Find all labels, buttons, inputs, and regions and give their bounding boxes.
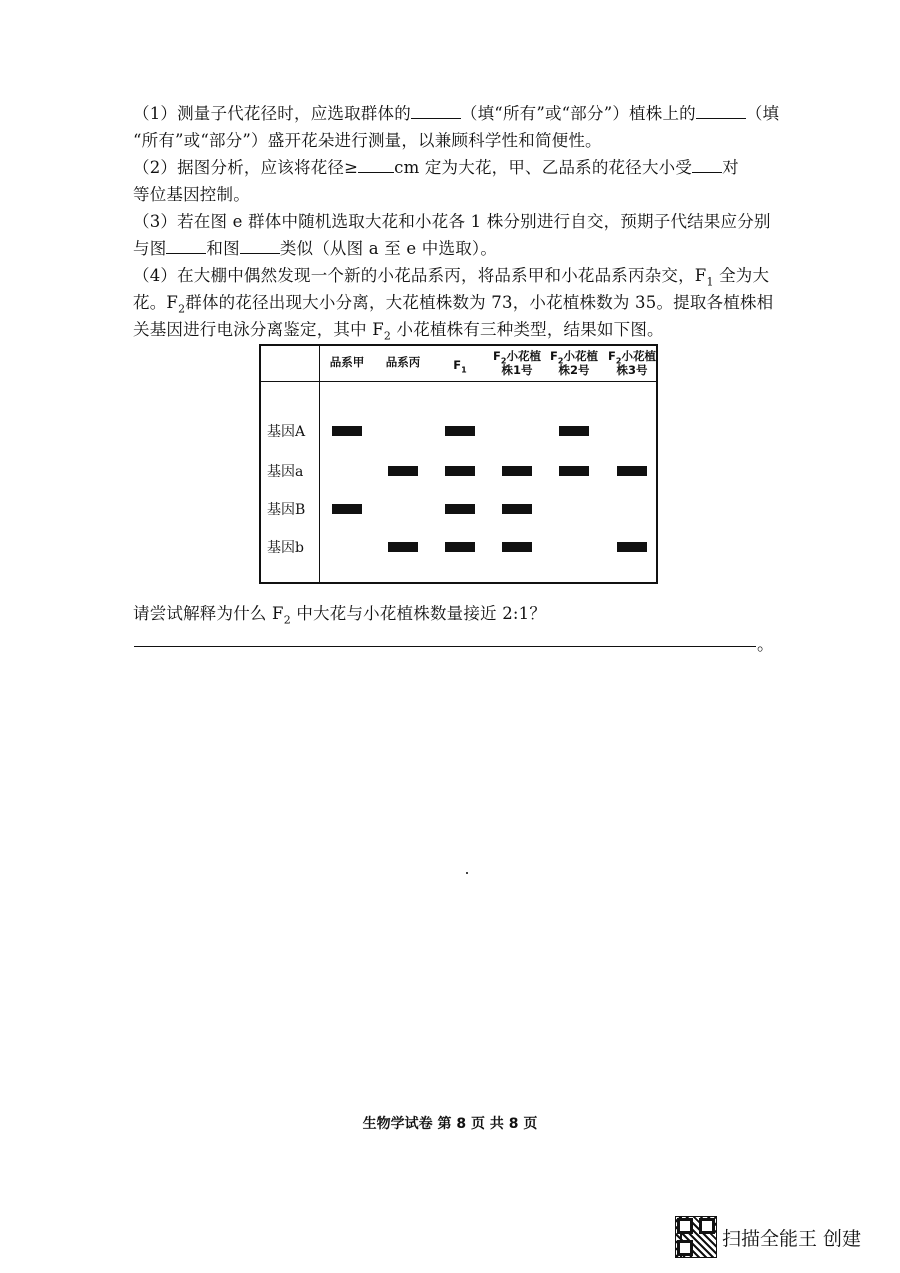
gel-column-header: $F_2$小花植 株1号: [493, 349, 541, 377]
page-footer: 生物学试卷 第 8 页 共 8 页: [362, 1116, 538, 1132]
gel-band: [559, 426, 589, 436]
q3-blank-2[interactable]: [240, 235, 280, 254]
q3-text-c: 类似（从图 a 至 e 中选取）。: [279, 239, 498, 258]
q2-blank-1[interactable]: [358, 154, 394, 173]
gel-band: [445, 542, 475, 552]
q1-blank-2[interactable]: [696, 100, 746, 119]
gel-column-header: $F_2$小花植 株2号: [550, 349, 598, 377]
gel-band: [502, 466, 532, 476]
gel-band: [617, 466, 647, 476]
q1-text-line2: “所有”或“部分”）盛开花朵进行测量，以兼顾科学性和简便性。: [133, 131, 602, 150]
q1-text-c: （填: [745, 104, 780, 123]
answer-line[interactable]: [134, 646, 756, 647]
answer-period: 。: [757, 635, 774, 655]
gel-band: [388, 542, 418, 552]
q2-text-a: （2）据图分析，应该将花径≥: [133, 158, 359, 177]
scanner-watermark: 扫描全能王 创建: [722, 1228, 862, 1250]
gel-band: [617, 542, 647, 552]
prompt-sub: 2: [283, 613, 291, 627]
question-2: [133, 154, 793, 208]
explanation-prompt: [133, 600, 793, 627]
q4-text-1a: （4）在大棚中偶然发现一个新的小花品系丙，将品系甲和小花品系丙杂交，F: [133, 266, 707, 285]
q4-sub-3: 2: [383, 329, 392, 343]
gel-band: [445, 504, 475, 514]
q4-text-3b: 小花植株有三种类型，结果如下图。: [391, 320, 664, 339]
gel-band: [445, 426, 475, 436]
q4-text-2b: 群体的花径出现大小分离，大花植株数为 73，小花植株数为 35。提取各植株相: [185, 293, 774, 312]
q3-text-a: 与图: [133, 239, 167, 258]
qr-code-icon: [675, 1216, 717, 1258]
q3-text-b: 和图: [206, 239, 240, 258]
prompt-text-b: 中大花与小花植株数量接近 2:1？: [290, 604, 547, 623]
gel-band: [388, 466, 418, 476]
q3-blank-1[interactable]: [166, 235, 206, 254]
gel-row-label: 基因B: [267, 502, 306, 518]
question-3: [133, 208, 793, 262]
gel-row-label: 基因a: [267, 464, 304, 480]
q1-blank-1[interactable]: [411, 100, 461, 119]
gel-band: [502, 542, 532, 552]
gel-horizontal-divider: [261, 381, 656, 382]
prompt-text-a: 请尝试解释为什么 F: [133, 604, 284, 623]
q3-text-line1: （3）若在图 e 群体中随机选取大花和小花各 1 株分别进行自交，预期子代结果应分别: [133, 212, 771, 231]
gel-band: [332, 504, 362, 514]
scan-speck: [466, 872, 468, 874]
gel-band: [332, 426, 362, 436]
gel-column-header: $F_2$小花植 株3号: [608, 349, 656, 377]
q4-sub-1: 1: [706, 275, 714, 289]
gel-column-header: $F_1$: [453, 358, 467, 375]
q2-text-line2: 等位基因控制。: [133, 185, 250, 204]
q1-text-b: （填“所有”或“部分”）植株上的: [460, 104, 696, 123]
gel-column-header: 品系甲: [329, 355, 365, 369]
gel-band: [445, 466, 475, 476]
q2-text-b: cm 定为大花，甲、乙品系的花径大小受: [394, 158, 693, 177]
q4-text-2a: 花。F: [133, 293, 179, 312]
q1-text-a: （1）测量子代花径时，应选取群体的: [133, 104, 411, 123]
gel-row-label: 基因A: [267, 424, 306, 440]
q2-text-c: 对: [722, 158, 739, 177]
q2-blank-2[interactable]: [692, 154, 722, 173]
electrophoresis-table: [259, 344, 658, 584]
gel-band: [502, 504, 532, 514]
gel-band: [559, 466, 589, 476]
question-4: [133, 262, 793, 343]
q4-text-3a: 关基因进行电泳分离鉴定，其中 F: [133, 320, 384, 339]
question-1: [133, 100, 793, 154]
gel-column-header: 品系丙: [385, 355, 421, 369]
q4-sub-2: 2: [178, 302, 186, 316]
q4-text-1b: 全为大: [713, 266, 770, 285]
gel-row-label: 基因b: [267, 540, 304, 556]
